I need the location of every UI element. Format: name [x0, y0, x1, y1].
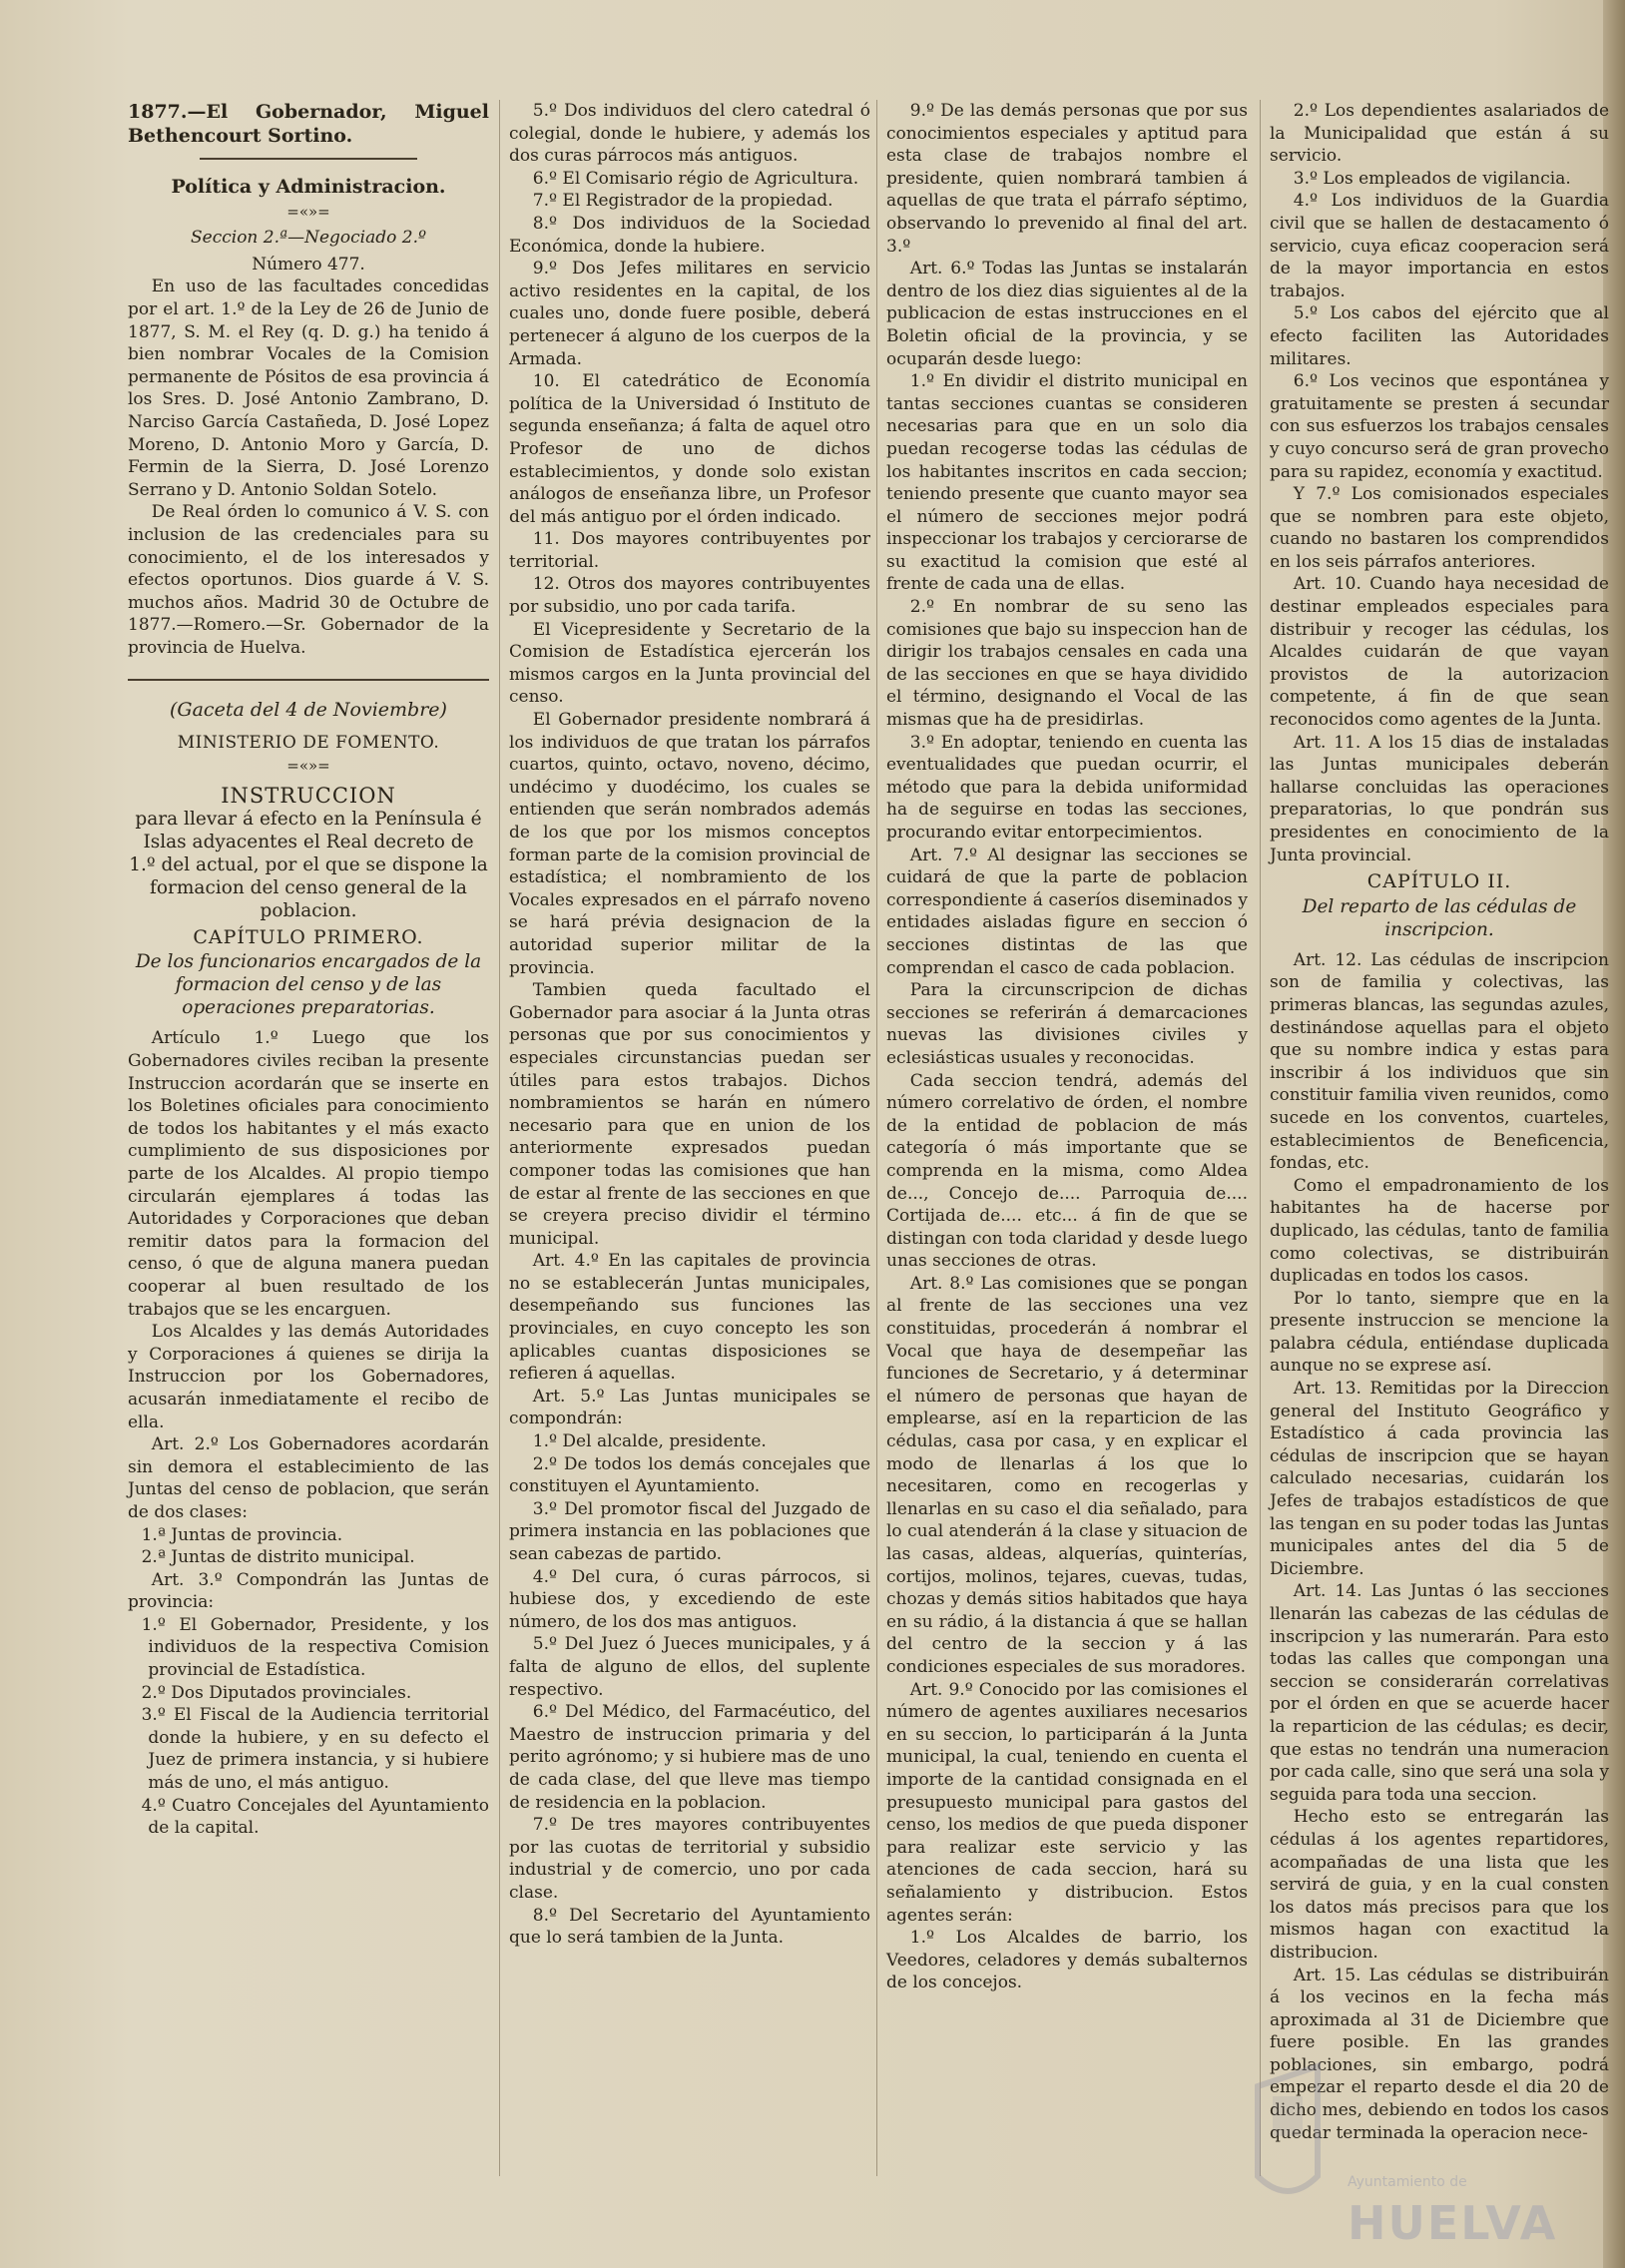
- instruccion-title: INSTRUCCION: [221, 784, 396, 809]
- article-paragraph: Art. 12. Las cédulas de inscripcion son de familia y colectivas, las primeras blancas, las segundas azules, destinándose aquellas para el objeto que su nombre indica y estas para inscribir á los individuos que sin constituir familia viven reunidos, como sucede en los conventos, cuarteles, establecimientos de Beneficencia, fondas, etc.: [1270, 949, 1609, 1174]
- decree-number: Número 477.: [252, 254, 365, 275]
- paragraph: Tambien queda facultado el Gobernador para asociar á la Junta otras personas que por sus conocimientos y especiales circunstancias puedan ser útiles para estos trabajos. Dichos nombramientos se harán en número necesario para que en union de los anteriormente expresados puedan componer todas las comisiones que han de estar al frente de las secciones en que se creyera preciso dividir el término municipal.: [509, 980, 870, 1249]
- list-item: 5.º Del Juez ó Jueces municipales, y á falta de alguno de ellos, del suplente respectivo.: [509, 1634, 870, 1700]
- divider: [128, 679, 489, 681]
- list-item: 9.º Dos Jefes militares en servicio activo residentes en la capital, de los cuales uno, donde fuere posible, deberá pertenecer á alguno de los cuerpos de la Armada.: [509, 259, 870, 369]
- list-item: 3.º El Fiscal de la Audiencia territorial donde la hubiere, y en su defecto el Juez de primera instancia, y si hubiere más de uno, el más antiguo.: [141, 1705, 489, 1794]
- paragraph: El Gobernador presidente nombrará á los individuos de que tratan los párrafos cuartos, quinto, octavo, noveno, décimo, undécimo y duodécimo, los cuales se entienden que serán nombrados además de los que por los mismos conceptos forman parte de la comision provincial de estadística; el nombramiento de los Vocales expresados en el párrafo noveno se hará prévia designacion de la autoridad superior militar de la provincia.: [509, 710, 870, 978]
- list-item: 10. El catedrático de Economía política de la Universidad ó Instituto de segunda enseñanza; á falta de aquel otro Profesor de uno de dichos establecimientos, y donde solo existan análogos de enseñanza libre, un Profesor del más antiguo por el órden indicado.: [509, 371, 870, 527]
- column-2: [509, 100, 870, 1950]
- chapter-heading: CAPÍTULO PRIMERO.: [193, 925, 424, 948]
- article-paragraph: Art. 2.º Los Gobernadores acordarán sin demora el establecimiento de las Juntas del censo de poblacion, que serán de dos clases:: [128, 1434, 489, 1522]
- list-item: 6.º Los vecinos que espontánea y gratuitamente se presten á secundar con sus esfuerzos los trabajos censales y cuyo concurso será de gran provecho para su rapidez, economía y exactitud.: [1270, 371, 1609, 482]
- list-item: 6.º El Comisario régio de Agricultura.: [532, 168, 859, 189]
- column-1: [128, 100, 489, 1840]
- paragraph: Por lo tanto, siempre que en la presente instruccion se mencione la palabra cédula, entiéndase duplicada aunque no se exprese así.: [1270, 1288, 1609, 1377]
- article-paragraph: Art. 5.º Las Juntas municipales se compondrán:: [509, 1386, 870, 1429]
- list-item: 8.º Del Secretario del Ayuntamiento que lo será tambien de la Junta.: [509, 1905, 870, 1949]
- section-title: Política y Administracion.: [171, 176, 446, 198]
- list-item: 1.º Del alcalde, presidente.: [532, 1431, 767, 1452]
- list-item: 4.º Del cura, ó curas párrocos, si hubiese dos, y excediendo de este número, de los dos mas antiguos.: [509, 1566, 870, 1632]
- list-item: 3.º Del promotor fiscal del Juzgado de primera instancia en las poblaciones que sean cabezas de partido.: [509, 1498, 870, 1564]
- paragraph: De Real órden lo comunico á V. S. con inclusion de las credenciales para su conocimiento, el de los interesados y efectos oportunos. Dios guarde á V. S. muchos años. Madrid 30 de Octubre de 1877.—Romero.—Sr. Gobernador de la provincia de Huelva.: [128, 502, 489, 658]
- article-paragraph: Artículo 1.º Luego que los Gobernadores civiles reciban la presente Instruccion acordarán que se inserte en los Boletines oficiales para conocimiento de todos los habitantes y el más exacto cumplimiento de sus disposiciones por parte de los Alcaldes. Al propio tiempo circularán ejemplares á todas las Autoridades y Corporaciones que deban remitir datos para la formacion del censo, ó que de alguna manera puedan cooperar al buen resultado de los trabajos que se les encarguen.: [128, 1028, 489, 1320]
- list-item: 2.º En nombrar de su seno las comisiones que bajo su inspeccion han de dirigir los trabajos censales en cada una de las secciones en que se haya dividido el término, designando el Vocal de las mismas que ha de presidirlas.: [886, 597, 1248, 731]
- paragraph: El Vicepresidente y Secretario de la Comision de Estadística ejercerán los mismos cargos en la Junta provincial del censo.: [509, 619, 870, 708]
- gazette-reference: (Gaceta del 4 de Noviembre): [170, 699, 447, 722]
- article-paragraph: Art. 14. Las Juntas ó las secciones llenarán las cabezas de las cédulas de inscripcion y las numerarán. Para esto todas las calles que compongan una seccion se considerarán correlativas por el órden en que se acuerde hacer la reparticion de las cédulas; es decir, que estas no tendrán una numeracion por cada calle, sino que será una sola y seguida para toda una seccion.: [1270, 1581, 1609, 1805]
- watermark-brand: HUELVA: [1348, 2196, 1558, 2250]
- article-paragraph: Art. 4.º En las capitales de provincia no se establecerán Juntas municipales, desempeñando sus funciones las provinciales, en cuyo concepto les son aplicables cuantas disposiciones se refieren á aquellas.: [509, 1251, 870, 1385]
- article-paragraph: Art. 7.º Al designar las secciones se cuidará de que la parte de poblacion correspondiente á caseríos diseminados y entidades aisladas figure en seccion ó secciones distintas de las que comprendan el casco de cada poblacion.: [886, 845, 1248, 978]
- ministry-heading: MINISTERIO DE FOMENTO.: [177, 733, 440, 754]
- list-item: 4.º Cuatro Concejales del Ayuntamiento de la capital.: [141, 1795, 489, 1839]
- paragraph: Como el empadronamiento de los habitantes ha de hacerse por duplicado, las cédulas, tanto de familia como colectivas, se distribuirán duplicadas en todos los casos.: [1270, 1175, 1609, 1287]
- list-item: 2.º Los dependientes asalariados de la Municipalidad que están á su servicio.: [1270, 101, 1609, 167]
- list-item: 9.º De las demás personas que por sus conocimientos especiales y aptitud para esta clase de trabajos nombre el presidente, quien nombrará tambien á aquellas de que trata el párrafo séptimo, observando lo prevenido al final del art. 3.º: [886, 101, 1248, 257]
- column-divider: [499, 100, 500, 2176]
- column-divider: [1260, 100, 1261, 2176]
- column-3: [886, 100, 1248, 1994]
- column-4: [1270, 100, 1609, 2144]
- list-item: 12. Otros dos mayores contribuyentes por subsidio, uno por cada tarifa.: [509, 574, 870, 618]
- list-item: 5.º Dos individuos del clero catedral ó colegial, donde le hubiere, y además los dos curas párrocos más antiguos.: [509, 101, 870, 167]
- list-item: 2.ª Juntas de distrito municipal.: [141, 1547, 415, 1568]
- list-item: 3.º Los empleados de vigilancia.: [1293, 168, 1571, 189]
- signature-line: 1877.—El Gobernador, Miguel Bethencourt Sortino.: [128, 101, 489, 147]
- article-paragraph: Los Alcaldes y las demás Autoridades y Corporaciones á quienes se dirija la Instruccion por los Gobernadores, acusarán inmediatamente el recibo de ella.: [128, 1322, 489, 1432]
- list-item: 7.º De tres mayores contribuyentes por las cuotas de territorial y subsidio industrial y de comercio, uno por cada clase.: [509, 1815, 870, 1903]
- list-item: 2.º Dos Diputados provinciales.: [141, 1682, 412, 1703]
- paragraph: En uso de las facultades concedidas por el art. 1.º de la Ley de 26 de Junio de 1877, S. M. el Rey (q. D. g.) ha tenido á bien nombrar Vocales de la Comision permanente de Pósitos de esa provincia á los Sres. D. José Antonio Zambrano, D. Narciso García Castañeda, D. José Lopez Moreno, D. Antonio Moro y García, D. Fermin de la Sierra, D. José Lorenzo Serrano y D. Antonio Soldan Sotelo.: [128, 277, 489, 500]
- article-paragraph: Art. 11. A los 15 dias de instaladas las Juntas municipales deberán hallarse concluidas las operaciones preparatorias, lo que pondrán sus presidentes en conocimiento de la Junta provincial.: [1270, 732, 1609, 865]
- subsection-heading: Seccion 2.ª—Negociado 2.º: [191, 228, 426, 249]
- article-paragraph: Art. 9.º Conocido por las comisiones el número de agentes auxiliares necesarios en su seccion, lo participarán á la Junta municipal, la cual, teniendo en cuenta el importe de la cantidad consignada en el presupuesto municipal para gastos del censo, los medios de que pueda disponer para realizar este servicio y las atenciones de cada seccion, hará su señalamiento y distribucion. Estos agentes serán:: [886, 1679, 1248, 1926]
- divider: [200, 158, 416, 160]
- article-paragraph: Art. 15. Las cédulas se distribuirán á los vecinos en la fecha más aproximada al 31 de Diciembre que fuere posible. En las grandes poblaciones, sin embargo, podrá empezar el reparto desde el dia 20 de dicho mes, debiendo en todos los casos quedar terminada la operacion nece-: [1270, 1965, 1609, 2143]
- column-divider: [876, 100, 877, 2176]
- ornament: =«»=: [286, 202, 330, 221]
- list-item: 7.º El Registrador de la propiedad.: [532, 191, 833, 212]
- article-paragraph: Art. 13. Remitidas por la Direccion general del Instituto Geográfico y Estadístico á cada provincia las cédulas de inscripcion que se hayan calculado necesarias, cuidarán los Jefes de trabajos estadísticos de que las tengan en su poder todas las Juntas municipales antes del dia 5 de Diciembre.: [1270, 1379, 1609, 1579]
- article-paragraph: Art. 3.º Compondrán las Juntas de provincia:: [128, 1569, 489, 1613]
- list-item: 1.º En dividir el distrito municipal en tantas secciones cuantas se consideren necesarias para que en un solo dia puedan recogerse todas las cédulas de los habitantes inscritos en cada seccion; teniendo presente que cuanto mayor sea el número de secciones mejor podrá inspeccionar los trabajos y cerciorarse de su exactitud la comision que esté al frente de cada una de ellas.: [886, 371, 1248, 595]
- list-item: 8.º Dos individuos de la Sociedad Económica, donde la hubiere.: [509, 213, 870, 257]
- article-paragraph: Art. 8.º Las comisiones que se pongan al frente de las secciones una vez constituidas, procederán á nombrar el Vocal que haya de desempeñar las funciones de Secretario, y á determinar el número de personas que hayan de emplearse, así en la reparticion de las cédulas, casa por casa, y en explicar el modo de llenarlas á los que lo necesitaren, como en recogerlas y llenarlas en su caso el dia señalado, para lo cual atenderán á la clase y situacion de las casas, aldeas, alquerías, quinterías, cortijos, molinos, tejares, cuevas, tudas, chozas y demás sitios habitados que haya en su rádio, á la distancia á que se hallan del centro de la seccion y á las condiciones especiales de sus moradores.: [886, 1273, 1248, 1677]
- list-item: 3.º En adoptar, teniendo en cuenta las eventualidades que puedan ocurrir, el método que para la debida uniformidad ha de seguirse en todas las secciones, procurando evitar entorpecimientos.: [886, 732, 1248, 843]
- list-item: 11. Dos mayores contribuyentes por territorial.: [509, 529, 870, 572]
- article-paragraph: Art. 6.º Todas las Juntas se instalarán dentro de los diez dias siguientes al de la publicacion de estas instrucciones en el Boletin oficial de la provincia, y se ocuparán desde luego:: [886, 259, 1248, 369]
- list-item: 1.º El Gobernador, Presidente, y los individuos de la respectiva Comision provincial de Estadística.: [141, 1614, 489, 1681]
- ornament: =«»=: [286, 756, 330, 775]
- list-item: Y 7.º Los comisionados especiales que se nombren para este objeto, cuando no bastaren los comprendidos en los seis párrafos anteriores.: [1270, 484, 1609, 572]
- chapter-heading: CAPÍTULO II.: [1366, 870, 1512, 893]
- paragraph: Hecho esto se entregarán las cédulas á los agentes repartidores, acompañadas de una lista que les servirá de guia, y en la cual consten los datos más precisos para que los mismos hagan con exactitud la distribucion.: [1270, 1807, 1609, 1963]
- list-item: 1.º Los Alcaldes de barrio, los Veedores, celadores y demás subalternos de los concejos.: [886, 1928, 1248, 1993]
- paragraph: Cada seccion tendrá, además del número correlativo de órden, el nombre de la entidad de poblacion de más categoría ó más importante que se comprenda en la misma, como Aldea de..., Concejo de.... Parroquia de.... Cortijada de.... etc... á fin de que se distingan con toda claridad y desde luego unas secciones de otras.: [886, 1070, 1248, 1272]
- instruccion-subtitle: para llevar á efecto en la Península é Islas adyacentes el Real decreto de 1.º del actual, por el que se dispone la formacion del censo general de la poblacion.: [129, 808, 488, 921]
- list-item: 6.º Del Médico, del Farmacéutico, del Maestro de instruccion primaria y del perito agrónomo; y si hubiere mas de uno de cada clase, del que lleve mas tiempo de residencia en la poblacion.: [509, 1702, 870, 1813]
- list-item: 2.º De todos los demás concejales que constituyen el Ayuntamiento.: [509, 1453, 870, 1497]
- article-paragraph: Art. 10. Cuando haya necesidad de destinar empleados especiales para distribuir y recoger las cédulas, los Alcaldes cuidarán de que vayan provistos de la autorizacion competente, á fin de que sean reconocidos como agentes de la Junta.: [1270, 574, 1609, 731]
- list-item: 5.º Los cabos del ejército que al efecto faciliten las Autoridades militares.: [1270, 303, 1609, 369]
- paragraph: Para la circunscripcion de dichas secciones se referirán á demarcaciones nuevas las divisiones civiles y eclesiásticas usuales y reconocidas.: [886, 980, 1248, 1068]
- list-item: 1.ª Juntas de provincia.: [141, 1524, 343, 1545]
- list-item: 4.º Los individuos de la Guardia civil que se hallen de destacamento ó servicio, cuya eficaz cooperacion será de la mayor importancia en estos trabajos.: [1270, 191, 1609, 301]
- chapter-subtitle: De los funcionarios encargados de la formacion del censo y de las operaciones preparatorias.: [135, 951, 482, 1019]
- watermark-subtitle: Ayuntamiento de: [1348, 2174, 1467, 2190]
- chapter-subtitle: Del reparto de las cédulas de inscripcion.: [1302, 895, 1577, 940]
